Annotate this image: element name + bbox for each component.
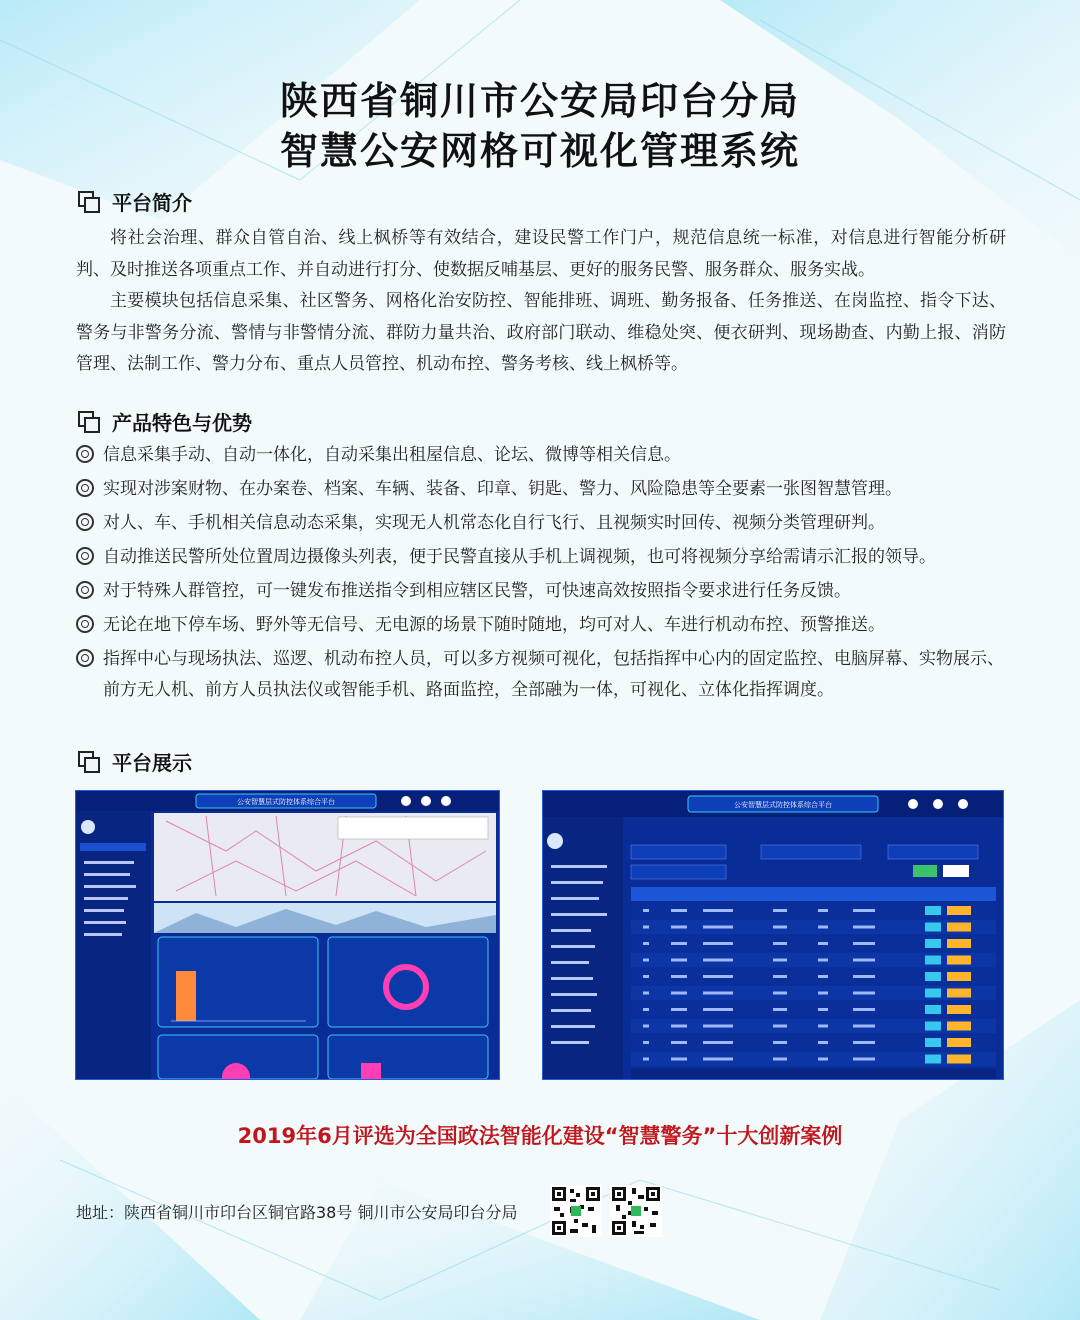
circle-bullet-icon <box>76 649 94 667</box>
title-line-1: 陕西省铜川市公安局印台分局 <box>279 79 800 123</box>
section-square-icon <box>78 751 98 771</box>
showcase-heading: 平台展示 <box>78 746 192 776</box>
circle-bullet-icon <box>76 581 94 599</box>
feature-list <box>76 440 1006 709</box>
intro-paragraph-2: 主要模块包括信息采集、社区警务、网格化治安防控、智能排班、调班、勤务报备、任务推送、在岗监控、指令下达、警务与非警务分流、警情与非警情分流、群防力量共治、政府部门联动、维稳处突、便衣研判、现场勘查、内勤上报、消防管理、法制工作、警力分布、重点人员管控、机动布控、警务考核、线上枫桥等。 <box>76 291 1006 374</box>
title-line-2: 智慧公安网格可视化管理系统 <box>279 129 800 173</box>
address-line: 地址：陕西省铜川市印台区铜官路38号 铜川市公安局印台分局 <box>76 1203 518 1222</box>
table-screenshot <box>542 790 1004 1080</box>
feature-item: 无论在地下停车场、野外等无信号、无电源的场景下随时随地，均可对人、车进行机动布控、预警推送。 <box>76 610 1006 641</box>
circle-bullet-icon <box>76 547 94 565</box>
feature-item: 自动推送民警所处位置周边摄像头列表，便于民警直接从手机上调视频，也可将视频分享给需请示汇报的领导。 <box>76 542 1006 573</box>
circle-bullet-icon <box>76 615 94 633</box>
left-window-title: 公安智慧层式防控体系综合平台 <box>237 798 335 806</box>
intro-heading: 平台简介 <box>78 186 192 216</box>
award-banner: 2019年6月评选为全国政法智能化建设“智慧警务”十大创新案例 <box>237 1124 843 1148</box>
features-heading: 产品特色与优势 <box>78 406 252 436</box>
dashboard-screenshot <box>75 790 500 1080</box>
dashboard-mockup <box>76 791 499 1079</box>
qr-code-icon <box>550 1185 602 1237</box>
feature-item: 信息采集手动、自动一体化，自动采集出租屋信息、论坛、微博等相关信息。 <box>76 440 1006 471</box>
feature-item: 实现对涉案财物、在办案卷、档案、车辆、装备、印章、钥匙、警力、风险隐患等全要素一张图智慧管理。 <box>76 474 1006 505</box>
circle-bullet-icon <box>76 479 94 497</box>
section-square-icon <box>78 411 98 431</box>
circle-bullet-icon <box>76 445 94 463</box>
right-window-title: 公安智慧层式防控体系综合平台 <box>734 801 832 809</box>
qr-code-icon <box>610 1185 662 1237</box>
section-square-icon <box>78 191 98 211</box>
feature-item: 指挥中心与现场执法、巡逻、机动布控人员，可以多方视频可视化，包括指挥中心内的固定监控、电脑屏幕、实物展示、前方无人机、前方人员执法仪或智能手机、路面监控，全部融为一体，可视化、立体化指挥调度。 <box>76 644 1006 706</box>
feature-item: 对于特殊人群管控，可一键发布推送指令到相应辖区民警，可快速高效按照指令要求进行任务反馈。 <box>76 576 1006 607</box>
table-mockup <box>543 791 1003 1079</box>
intro-paragraph-1: 将社会治理、群众自管自治、线上枫桥等有效结合，建设民警工作门户，规范信息统一标准，对信息进行智能分析研判、及时推送各项重点工作、并自动进行打分、使数据反哺基层、更好的服务民警、服务群众、服务实战。 <box>76 228 1006 280</box>
circle-bullet-icon <box>76 513 94 531</box>
feature-item: 对人、车、手机相关信息动态采集，实现无人机常态化自行飞行、且视频实时回传、视频分类管理研判。 <box>76 508 1006 539</box>
